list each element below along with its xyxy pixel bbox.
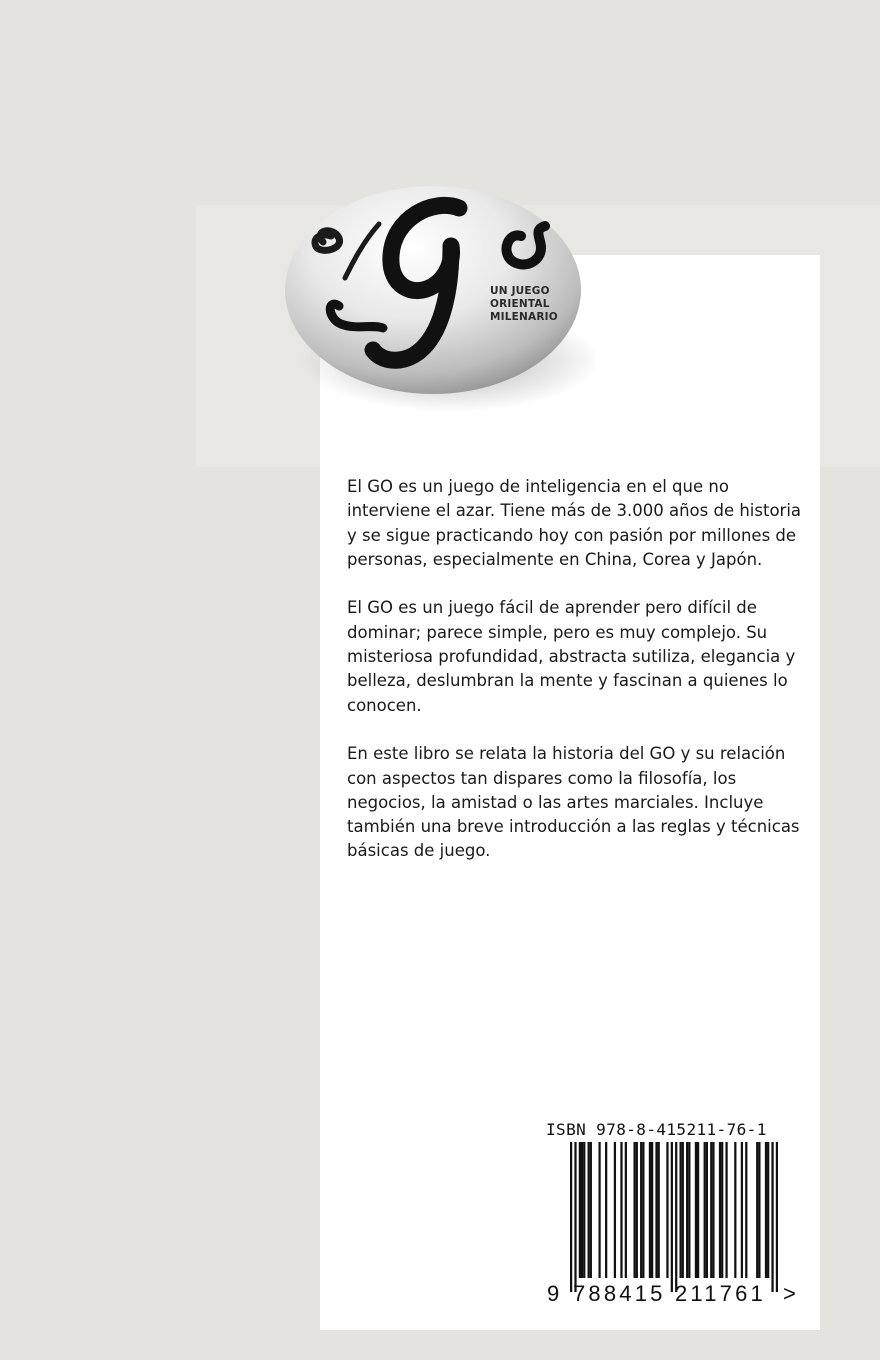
barcode-bar [712, 1142, 714, 1278]
barcode-bar [697, 1142, 699, 1278]
description-paragraph-3: En este libro se relata la historia del GO y su relación con aspectos tan dispares como la filosofía, los negocios, la amistad o las artes marciales. Incluye también una breve introducción a las reglas y técnicas básicas de juego. [347, 744, 800, 861]
barcode-bar [655, 1142, 657, 1278]
barcode-bar [614, 1142, 616, 1278]
isbn-label: ISBN 978-8-415211-76-1 [546, 1120, 767, 1139]
barcode-bar [671, 1142, 673, 1292]
barcode-bar [574, 1142, 576, 1292]
barcode-bar [745, 1142, 747, 1278]
barcode-bar [682, 1142, 684, 1278]
barcode-bar [719, 1142, 721, 1278]
barcode-bar [590, 1142, 592, 1278]
barcode-bar [649, 1142, 651, 1278]
barcode-bar [658, 1142, 660, 1278]
barcode-bar [666, 1142, 668, 1278]
tagline-line-2: ORIENTAL [490, 298, 550, 310]
barcode-bar [686, 1142, 688, 1278]
barcode-bar [620, 1142, 622, 1278]
barcode-bar [605, 1142, 607, 1278]
barcode-bar [633, 1142, 635, 1278]
barcode-digits [547, 1281, 817, 1311]
barcode-first-digit: 9 [547, 1281, 563, 1306]
barcode-bar [583, 1142, 585, 1278]
barcode-bar [767, 1142, 769, 1278]
barcode-bar [725, 1142, 727, 1278]
barcode-quiet-zone-mark: > [783, 1281, 800, 1306]
barcode-bar [675, 1142, 677, 1292]
barcode-bar [642, 1142, 644, 1278]
description-paragraph-2: El GO es un juego fácil de aprender pero difícil de dominar; parece simple, pero es muy complejo. Su misteriosa profundidad, abstracta sutiliza, elegancia y belleza, deslumbran la mente y fascinan a quienes lo conocen. [347, 598, 796, 715]
barcode [570, 1142, 778, 1292]
barcode-bar [734, 1142, 736, 1278]
barcode-bar [579, 1142, 581, 1278]
barcode-bar [721, 1142, 723, 1278]
barcode-bar [598, 1142, 600, 1278]
back-cover-description [347, 475, 802, 888]
barcode-bar [776, 1142, 778, 1292]
description-paragraph-1: El GO es un juego de inteligencia en el que no interviene el azar. Tiene más de 3.000 años de historia y se sigue practicando hoy con pasión por millones de personas, especialmente en China, Corea y Japón. [347, 477, 802, 569]
barcode-bar [679, 1142, 681, 1278]
barcode-bar [756, 1142, 758, 1278]
barcode-bar [758, 1142, 760, 1278]
barcode-right-group: 211761 [675, 1281, 766, 1306]
tagline-line-1: UN JUEGO [490, 285, 550, 297]
barcode-bar [765, 1142, 767, 1278]
barcode-bar [588, 1142, 590, 1278]
barcode-bar [771, 1142, 773, 1292]
barcode-bar [581, 1142, 583, 1278]
barcode-bar [570, 1142, 572, 1292]
barcode-bar [636, 1142, 638, 1278]
barcode-bar [710, 1142, 712, 1278]
barcode-bar [741, 1142, 743, 1278]
barcode-bar [704, 1142, 706, 1278]
barcode-bar [688, 1142, 690, 1278]
logo-tagline [490, 285, 570, 324]
tagline-line-3: MILENARIO [490, 311, 558, 323]
barcode-bar [706, 1142, 708, 1278]
barcode-left-group: 788415 [573, 1281, 666, 1306]
barcode-bar [695, 1142, 697, 1278]
barcode-bar [640, 1142, 642, 1278]
barcode-bar [651, 1142, 653, 1278]
barcode-bar [625, 1142, 627, 1278]
